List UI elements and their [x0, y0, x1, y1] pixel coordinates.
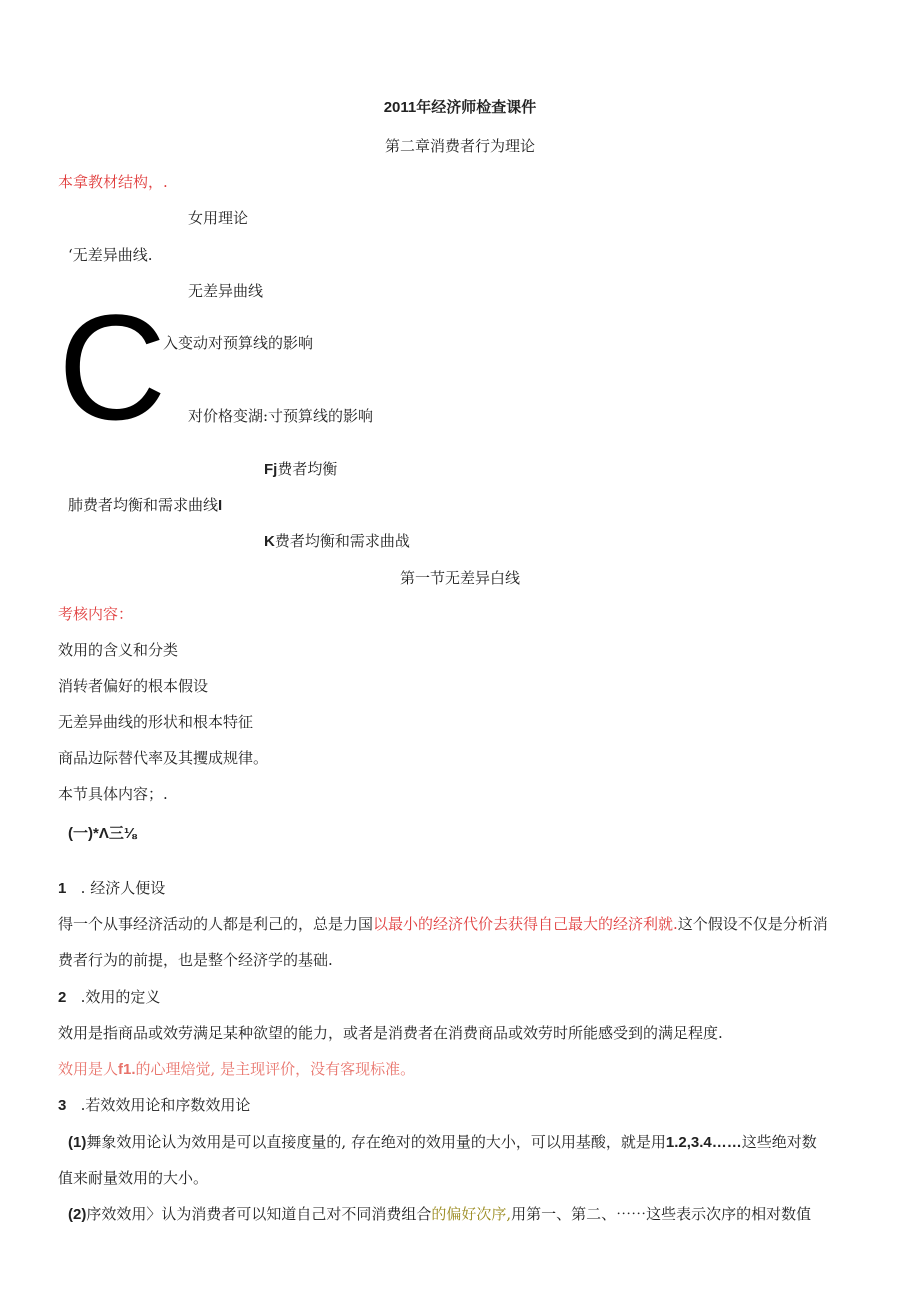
- tree-item-prefix: K: [264, 533, 275, 550]
- exam-item: 无差异曲线的形状和根本特征: [58, 713, 254, 731]
- tree-item-text: 肺费者均衡和需求曲线: [68, 496, 219, 514]
- structure-label: 本拿教材结构，.: [58, 173, 168, 191]
- tree-item-income-change: 入变动对预算线的影响: [163, 334, 314, 352]
- exam-item: 消转者偏好的根本假设: [58, 677, 209, 695]
- point-3-heading: [58, 1095, 250, 1116]
- tree-item-consumer-equilibrium: [264, 459, 337, 480]
- exam-item: 商品边际替代率及其攫成规律。: [58, 749, 269, 767]
- note-bold: f1.: [118, 1061, 136, 1078]
- point-2-body: 效用是指商品或效劳满足某种欲望的能力，或者是消费者在消费商品或效劳时所能感受到的满足程度.: [58, 1024, 723, 1042]
- cardinal-utility-text-cont: 值来耐量效用的大小。: [58, 1169, 209, 1187]
- highlight-text: 的偏好次序,: [431, 1205, 512, 1223]
- detail-label: 本节具体内容；.: [58, 785, 168, 803]
- document-title: 2011年经济师检查课件: [383, 99, 537, 116]
- body-text: 得一个从事经济活动的人都是利己的，总是力国: [58, 915, 374, 933]
- note-text: 效用是人: [58, 1060, 119, 1078]
- tree-item-equilibrium-demand: [264, 531, 410, 552]
- point-number: 2: [58, 989, 67, 1006]
- point-1-body-cont: 费者行为的前提，也是整个经济学的基础.: [58, 951, 333, 969]
- item-number: (1): [68, 1134, 87, 1151]
- tree-item-equilibrium-demand-group: [68, 495, 222, 516]
- point-1-body: [58, 914, 828, 934]
- number-series: 1.2,3.4……: [665, 1134, 742, 1151]
- body-text: 舞象效用论认为效用是可以直接度量的, 存在绝对的效用量的大小，可以用基酸，就是用: [86, 1133, 666, 1151]
- point-title: . 经济人便设: [80, 879, 166, 897]
- large-bracket-letter: C: [58, 283, 167, 451]
- tree-item-price-change: 对价格变湖:寸预算线的影响: [188, 407, 374, 425]
- note-text: 的心理焙觉, 是主现评价，没有客现标准。: [135, 1060, 416, 1078]
- tree-item-utility-theory: 女用理论: [188, 209, 249, 227]
- exam-item: 效用的含义和分类: [58, 641, 179, 659]
- body-text: 这个假设不仅是分析消: [677, 915, 828, 933]
- tree-item-suffix: I: [218, 497, 223, 514]
- body-text: 用第一、第二、⋯⋯这些表示次序的相对数值: [511, 1205, 812, 1223]
- exam-label: 考核内容：: [58, 605, 134, 623]
- chapter-title: 第二章消费者行为理论: [384, 137, 535, 155]
- tree-item-indifference-curve-group: ‘无差异曲线.: [68, 246, 153, 264]
- body-text: 序效效用〉认为消费者可以知道自己对不同消费组合: [86, 1205, 432, 1223]
- point-number: 1: [58, 880, 67, 897]
- point-2-heading: [58, 987, 160, 1008]
- point-number: 3: [58, 1097, 67, 1114]
- section-title: 第一节无差异白线: [399, 569, 520, 587]
- point-2-note: [58, 1059, 415, 1080]
- point-title: .效用的定义: [80, 988, 161, 1006]
- tree-item-text: 费者均衡和需求曲战: [274, 532, 410, 550]
- body-text: 这些绝对数: [741, 1133, 817, 1151]
- highlight-text: 以最小的经济代价去获得自己最大的经济利就.: [373, 915, 678, 933]
- sub-heading: (一)*Λ三⅛: [68, 825, 137, 842]
- ordinal-utility-text: [68, 1204, 811, 1225]
- tree-item-indifference-curve: 无差异曲线: [188, 282, 264, 300]
- tree-item-text: 费者均衡: [277, 460, 338, 478]
- cardinal-utility-text: [68, 1132, 817, 1153]
- point-1-heading: [58, 878, 165, 899]
- item-number: (2): [68, 1206, 87, 1223]
- tree-item-prefix: Fj: [264, 461, 278, 478]
- point-title: .若效效用论和序数效用论: [80, 1096, 251, 1114]
